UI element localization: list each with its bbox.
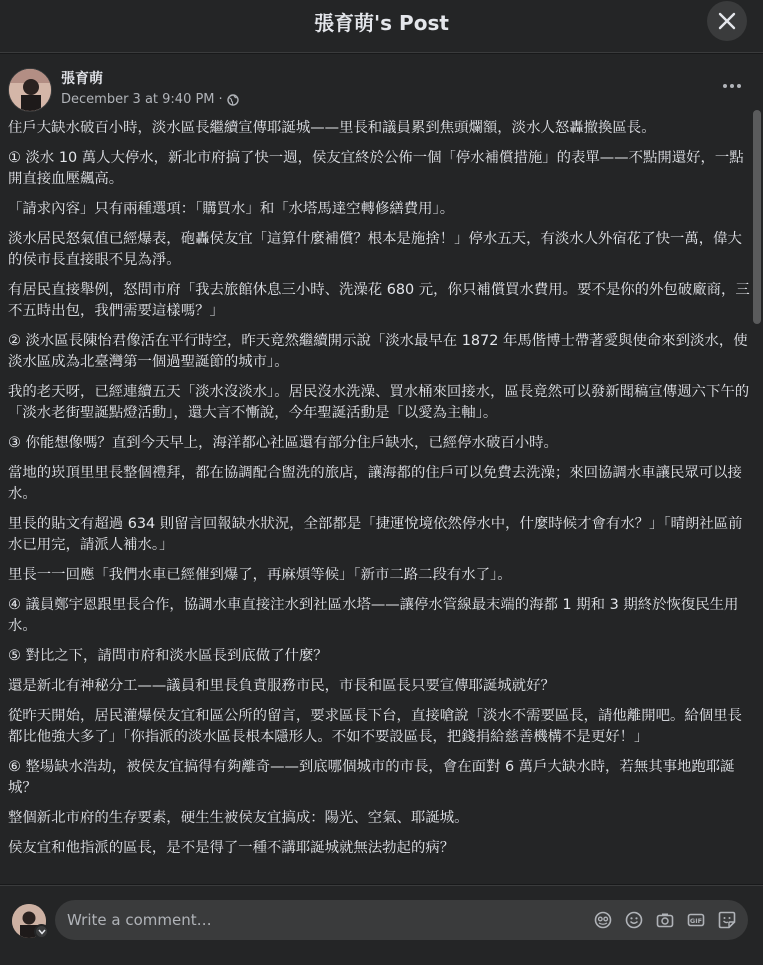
account-switch-button[interactable] <box>34 924 49 939</box>
post-meta <box>61 92 239 107</box>
close-button[interactable] <box>707 1 747 41</box>
avatar-photo <box>9 69 52 112</box>
meta-separator: · <box>218 92 223 107</box>
scrollbar[interactable] <box>753 110 761 324</box>
post-timestamp[interactable]: December 3 at 9:40 PM <box>61 92 215 107</box>
more-options-button[interactable] <box>716 76 748 96</box>
post-paragraph: 侯友宜和他指派的區長，是不是得了一種不講耶誕城就無法勃起的病？ <box>8 840 455 856</box>
post-paragraph: ② 淡水區長陳怡君像活在平行時空，昨天竟然繼續開示說「淡水最早在 1872 年馬偕博士帶著愛與使命來到淡水，使淡水區成為北臺灣第一個過聖誕節的城市」。 <box>8 333 748 370</box>
comment-input[interactable] <box>67 900 587 940</box>
post-paragraph: 當地的崁頂里里長整個禮拜，都在協調配合盥洗的旅店，讓海都的住戶可以免費去洗澡；來回協調水車讓民眾可以接水。 <box>8 465 742 502</box>
post-text <box>8 118 750 868</box>
svg-text:GIF: GIF <box>689 916 703 925</box>
post-paragraph: 有居民直接舉例，怒問市府「我去旅館休息三小時、洗澡花 680 元，你只補償買水費用。要不是你的外包破廠商，三不五時出包，我們需要這樣嗎？」 <box>8 282 750 319</box>
dialog-title: 張育萌's Post <box>314 11 449 35</box>
camera-icon[interactable] <box>655 910 675 930</box>
dialog-header <box>0 0 763 53</box>
post-paragraph: 整個新北市府的生存要素，硬生生被侯友宜搞成：陽光、空氣、耶誕城。 <box>8 810 469 826</box>
post-paragraph: 「請求內容」只有兩種選項：「購買水」和「水塔馬達空轉修繕費用」。 <box>8 201 455 217</box>
globe-icon[interactable] <box>227 94 239 106</box>
post-paragraph: 還是新北有神秘分工——議員和里長負責服務市民，市長和區長只要宣傳耶誕城就好？ <box>8 678 555 694</box>
post-paragraph: ④ 議員鄭宇恩跟里長合作，協調水車直接注水到社區水塔——讓停水管線最末端的海都 1 期和 3 期終於恢復民生用水。 <box>8 597 739 634</box>
chevron-down-icon <box>38 929 46 935</box>
post-paragraph: 里長一一回應「我們水車已經催到爆了，再麻煩等候」「新市二路二段有水了」。 <box>8 567 512 583</box>
comment-composer <box>0 885 763 965</box>
post-body <box>0 54 763 884</box>
comment-box[interactable] <box>55 900 748 940</box>
emoji-icon[interactable] <box>624 910 644 930</box>
post-paragraph: ③ 你能想像嗎？直到今天早上，海洋都心社區還有部分住戶缺水，已經停水破百小時。 <box>8 435 558 451</box>
post-paragraph: 我的老天呀，已經連續五天「淡水沒淡水」。居民沒水洗澡、買水桶來回接水，區長竟然可以發新聞稿宣傳週六下午的「淡水老街聖誕點燈活動」，還大言不慚說，今年聖誕活動是「以愛為主軸」。 <box>8 384 750 421</box>
post-paragraph: 從昨天開始，居民灌爆侯友宜和區公所的留言，要求區長下台，直接嗆說「淡水不需要區長，請他離開吧。給個里長都比他強大多了」「你指派的淡水區長根本隱形人。不如不要設區長，把錢捐給慈善機構不是更好！」 <box>8 708 742 745</box>
post-paragraph: 里長的貼文有超過 634 則留言回報缺水狀況，全部都是「捷運悅境依然停水中，什麼時候才會有水？」「晴朗社區前水已用完，請派人補水。」 <box>8 516 743 553</box>
post-paragraph: ⑤ 對比之下，請問市府和淡水區長到底做了什麼？ <box>8 648 328 664</box>
post-paragraph: ⑥ 整場缺水浩劫，被侯友宜搞得有夠離奇——到底哪個城市的市長，會在面對 6 萬戶大缺水時，若無其事地跑耶誕城？ <box>8 759 735 796</box>
author-avatar[interactable] <box>8 68 52 112</box>
post-paragraph: ① 淡水 10 萬人大停水，新北市府搞了快一週，侯友宜終於公佈一個「停水補償措施」的表單——不點開還好，一點開直接血壓飆高。 <box>8 150 744 187</box>
post-paragraph: 住戶大缺水破百小時，淡水區長繼續宣傳耶誕城——里長和議員累到焦頭爛額，淡水人怒轟撤換區長。 <box>8 120 656 136</box>
avatar-sticker-icon[interactable] <box>593 910 613 930</box>
close-icon <box>718 12 736 30</box>
sticker-icon[interactable] <box>717 910 737 930</box>
gif-icon[interactable] <box>686 910 706 930</box>
more-dots-icon <box>722 83 742 89</box>
post-paragraph: 淡水居民怒氣值已經爆表，砲轟侯友宜「這算什麼補償？根本是施捨！」停水五天，有淡水人外宿花了快一萬，偉大的侯市長直接眼不見為淨。 <box>8 231 742 268</box>
author-name[interactable]: 張育萌 <box>61 71 103 87</box>
